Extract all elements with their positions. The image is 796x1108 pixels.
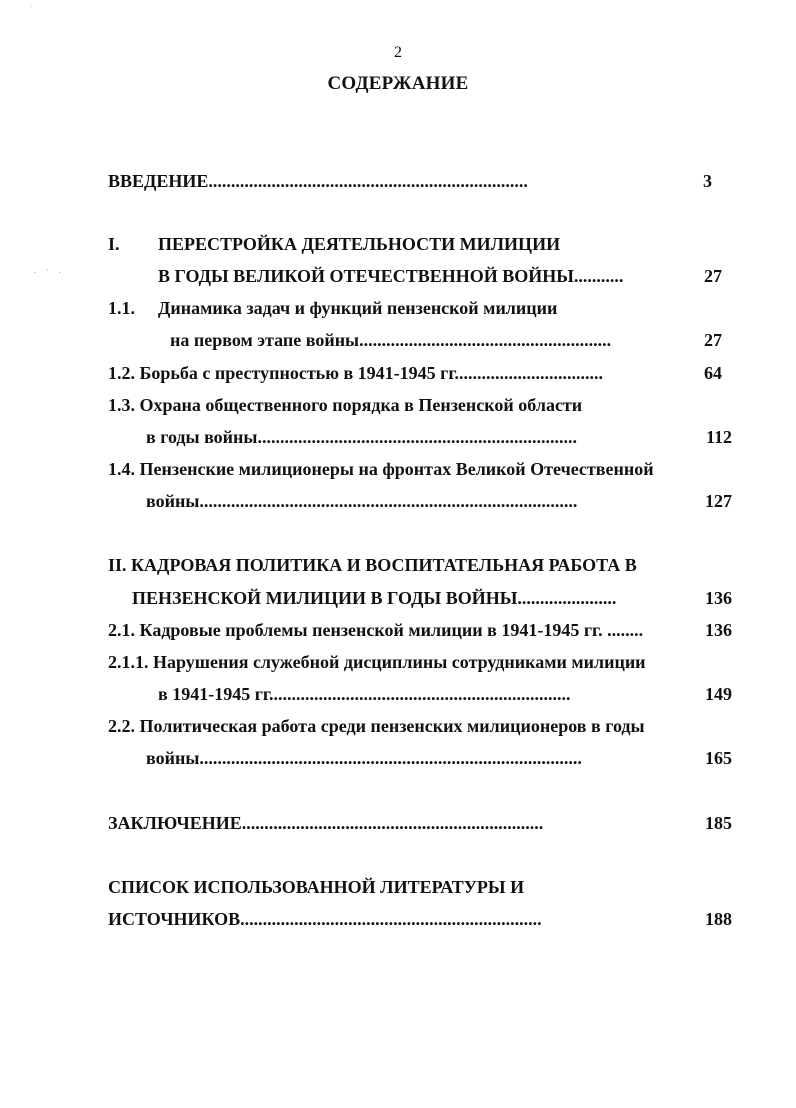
toc-page-number: 64 [704,363,722,383]
toc-title: СОДЕРЖАНИЕ [327,73,469,94]
toc-entry-section-2-2-cont [146,747,582,769]
toc-page-number: 149 [705,684,732,704]
toc-entry-text: 1.3. Охрана общественного порядка в Пензенской области [108,395,583,415]
toc-entry-section-1-1 [108,297,557,319]
toc-entry-chapter-2-cont [132,587,616,609]
toc-page-number: 165 [705,748,732,768]
toc-entry-text: 2.1.1. Нарушения служебной дисциплины сотрудниками милиции [108,652,646,672]
toc-entry-section-1-2 [108,362,603,384]
toc-page-number: 3 [703,171,712,191]
toc-entry-conclusion [108,812,543,834]
toc-entry-prefix: 1.1. [108,298,135,318]
scan-speck: ' [30,4,32,13]
toc-entry-chapter-2-title [108,554,637,576]
toc-page-number: 136 [705,588,732,608]
toc-entry-text: войны.................................................................................... [146,491,578,511]
toc-entry-text: на первом этапе войны........................................................ [170,330,612,350]
toc-entry-text: Динамика задач и функций пензенской милиции [158,298,558,318]
toc-entry-text: 1.2. Борьба с преступностью в 1941-1945 гг................................. [108,363,603,383]
toc-entry-text: 2.1. Кадровые проблемы пензенской милиции в 1941-1945 гг. ........ [108,620,644,640]
toc-entry-intro [108,170,528,192]
page-number: 2 [394,44,402,61]
toc-entry-text: ВВЕДЕНИЕ....................................................................... [108,171,528,191]
toc-entry-section-1-4 [108,458,654,480]
toc-entry-section-1-4-cont [146,490,577,512]
toc-entry-text: 1.4. Пензенские милиционеры на фронтах Великой Отечественной [108,459,654,479]
toc-entry-section-2-1-1-cont [158,683,571,705]
toc-entry-text: в 1941-1945 гг................................................................... [158,684,571,704]
toc-entry-text: II. КАДРОВАЯ ПОЛИТИКА И ВОСПИТАТЕЛЬНАЯ РАБОТА В [108,555,637,575]
toc-entry-text: ЗАКЛЮЧЕНИЕ................................................................... [108,813,544,833]
toc-entry-text: войны..................................................................................... [146,748,582,768]
toc-page-number: 185 [705,813,732,833]
toc-entry-section-2-1-1 [108,651,646,673]
toc-entry-text: 2.2. Политическая работа среди пензенских милиционеров в годы [108,716,645,736]
toc-entry-text: ПЕРЕСТРОЙКА ДЕЯТЕЛЬНОСТИ МИЛИЦИИ [158,234,561,254]
toc-entry-chapter-1-title [108,233,560,255]
toc-entry-section-1-3 [108,394,582,416]
toc-entry-text: В ГОДЫ ВЕЛИКОЙ ОТЕЧЕСТВЕННОЙ ВОЙНЫ........... [158,266,624,286]
toc-entry-chapter-1-cont [158,265,623,287]
toc-entry-section-2-1 [108,619,643,641]
toc-page-number: 127 [705,491,732,511]
toc-entry-text: ИСТОЧНИКОВ................................................................... [108,909,542,929]
scan-specks: . · . [34,266,65,275]
toc-page-number: 188 [705,909,732,929]
toc-page-number: 27 [704,266,722,286]
toc-entry-text: ПЕНЗЕНСКОЙ МИЛИЦИИ В ГОДЫ ВОЙНЫ...................... [132,588,617,608]
toc-page-number: 136 [705,620,732,640]
toc-entry-section-1-1-cont [170,329,611,351]
toc-page-number: 27 [704,330,722,350]
toc-entry-section-1-3-cont [146,426,577,448]
toc-entry-sources-cont [108,908,542,930]
toc-page-number: 112 [705,427,732,447]
toc-entry-text: в годы войны....................................................................... [146,427,577,447]
toc-entry-sources [108,876,524,898]
toc-entry-text: СПИСОК ИСПОЛЬЗОВАННОЙ ЛИТЕРАТУРЫ И [108,877,525,897]
toc-entry-section-2-2 [108,715,645,737]
toc-entry-prefix: I. [108,234,120,254]
